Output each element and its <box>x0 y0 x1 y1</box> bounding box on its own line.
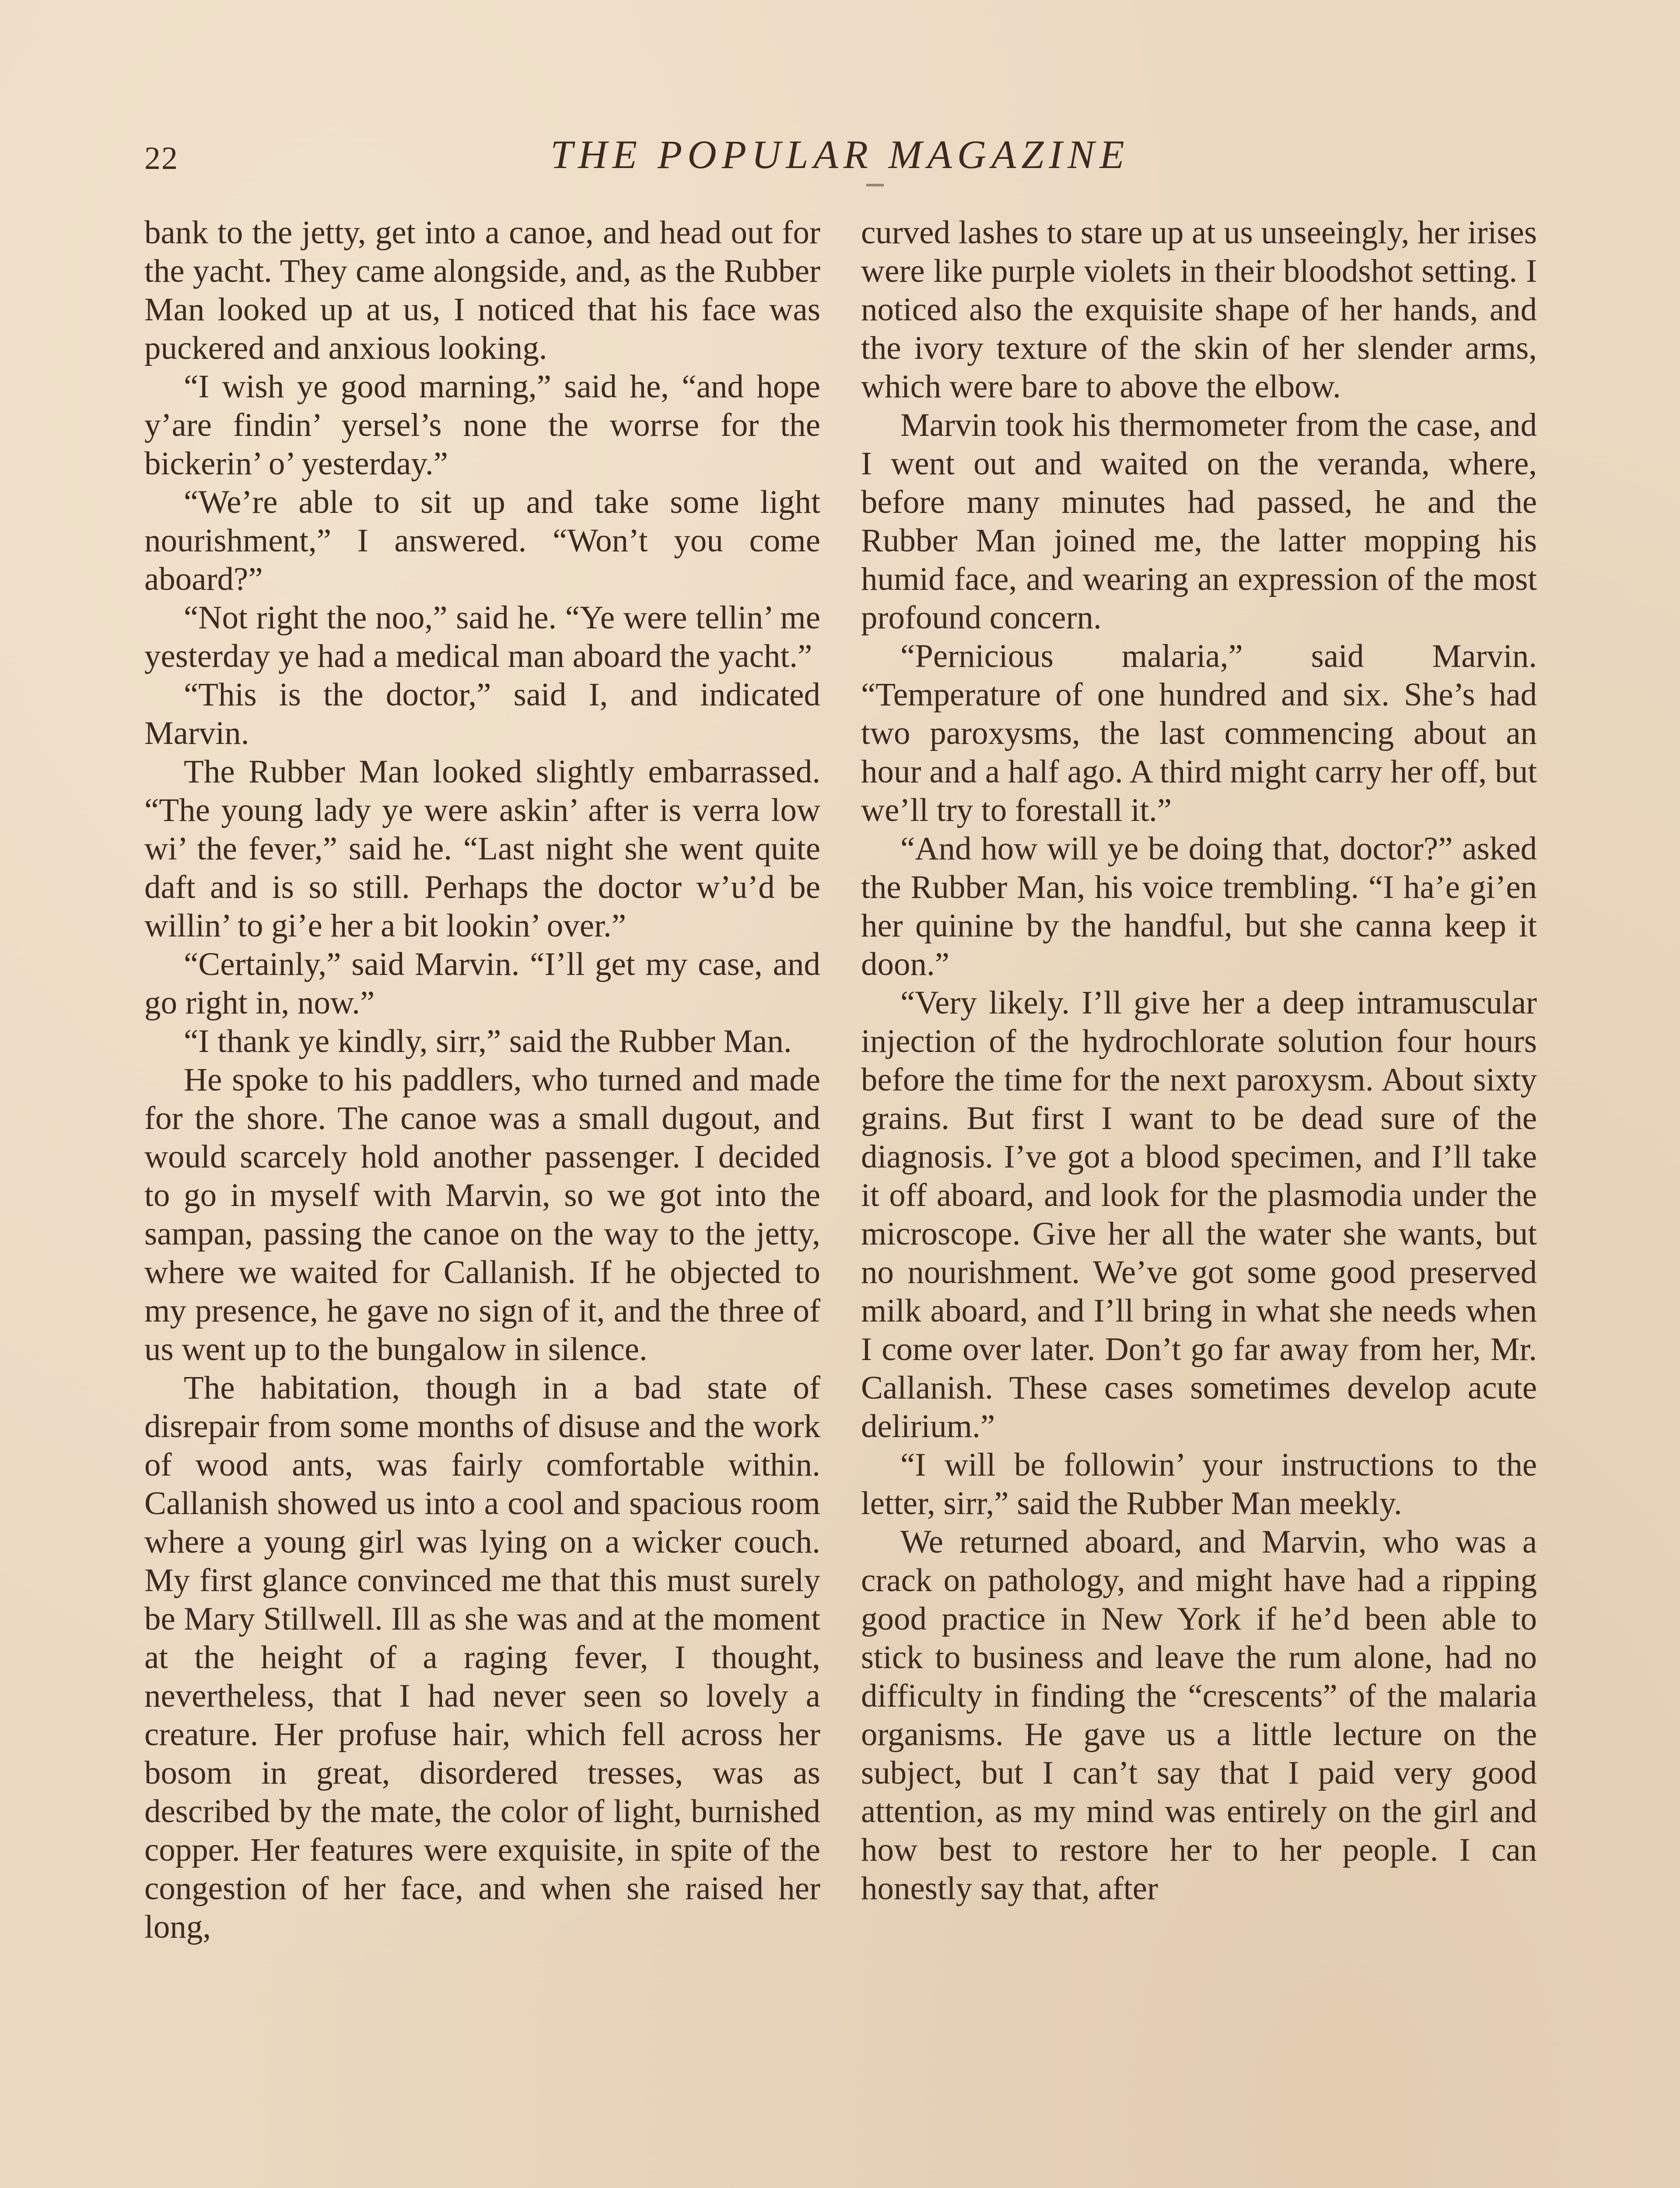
paragraph: The habitation, though in a bad state of disrepair from some months of disuse and the work of wood ants, was fairly comfortable within. Callanish showed us into a cool and spacious room where a young girl was lying on a wicker couch. My first glance convinced me that this must surely be Mary Stillwell. Ill as she was and at the moment at the height of a raging fever, I thought, nevertheless, that I had never seen so lovely a creature. Her profuse hair, which fell across her bosom in great, disordered tresses, was as described by the mate, the color of light, burnished copper. Her features were exquisite, in spite of the congestion of her face, and when she raised her long, <box>144 1370 820 1945</box>
paragraph: He spoke to his paddlers, who turned and made for the shore. The canoe was a small dugout, and would scarcely hold another passenger. I decided to go in myself with Marvin, so we got into the sampan, passing the canoe on the way to the jetty, where we waited for Callanish. If he objected to my presence, he gave no sign of it, and the three of us went up to the bungalow in silence. <box>144 1062 820 1368</box>
paragraph: “We’re able to sit up and take some light nourishment,” I answered. “Won’t you come aboard?” <box>144 484 820 597</box>
paragraph: “I thank ye kindly, sirr,” said the Rubber Man. <box>184 1023 792 1059</box>
paragraph: “Pernicious malaria,” said Marvin. “Temperature of one hundred and six. She’s had two paroxysms, the last commencing about an hour and a half ago. A third might carry her off, but we’ll try to forestall it.” <box>861 638 1537 828</box>
paragraph: Marvin took his thermometer from the case, and I went out and waited on the veranda, where, before many minutes had passed, he and the Rubber Man joined me, the latter mopping his humid face, and wearing an expression of the most profound concern. <box>861 407 1537 636</box>
paragraph: We returned aboard, and Marvin, who was a crack on pathology, and might have had a ripping good practice in New York if he’d been able to stick to business and leave the rum alone, had no difficulty in finding the “crescents” of the malaria organisms. He gave us a little lecture on the subject, but I can’t say that I paid very good attention, as my mind was entirely on the girl and how best to restore her to her people. I can honestly say that, after <box>861 1524 1537 1907</box>
page-header <box>144 131 1536 193</box>
paragraph: “I will be followin’ your instructions to the letter, sirr,” said the Rubber Man meekly. <box>861 1447 1537 1522</box>
paragraph: “This is the doctor,” said I, and indicated Marvin. <box>144 677 820 751</box>
paragraph: “I wish ye good marning,” said he, “and hope y’are findin’ yersel’s none the worrse for the bickerin’ o’ yesterday.” <box>144 368 820 482</box>
paragraph: The Rubber Man looked slightly embarrassed. “The young lady ye were askin’ after is verra low wi’ the fever,” said he. “Last night she went quite daft and is so still. Perhaps the doctor w’u’d be willin’ to gi’e her a bit lookin’ over.” <box>144 754 820 944</box>
paragraph: “And how will ye be doing that, doctor?” asked the Rubber Man, his voice trembling. “I ha’e gi’en her quinine by the handful, but she canna keep it doon.” <box>861 831 1537 982</box>
paragraph: curved lashes to stare up at us unseeingly, her irises were like purple violets in their bloodshot setting. I noticed also the exquisite shape of her hands, and the ivory texture of the skin of her slender arms, which were bare to above the elbow. <box>861 214 1537 405</box>
page-number: 22 <box>144 140 178 176</box>
paragraph: “Certainly,” said Marvin. “I’ll get my case, and go right in, now.” <box>144 946 820 1021</box>
paragraph: “Very likely. I’ll give her a deep intramuscular injection of the hydrochlorate solution four hours before the time for the next paroxysm. About sixty grains. But first I want to be dead sure of the diagnosis. I’ve got a blood specimen, and I’ll take it off aboard, and look for the plasmodia under the microscope. Give her all the water she wants, but no nourishment. We’ve got some good preserved milk aboard, and I’ll bring in what she needs when I come over later. Don’t go far away from her, Mr. Callanish. These cases sometimes develop acute delirium.” <box>861 985 1537 1445</box>
paragraph: bank to the jetty, get into a canoe, and head out for the yacht. They came alongside, and, as the Rubber Man looked up at us, I noticed that his face was puckered and anxious looking. <box>144 214 820 366</box>
paragraph: “Not right the noo,” said he. “Ye were tellin’ me yesterday ye had a medical man aboard the yacht.” <box>144 600 820 674</box>
magazine-title: THE POPULAR MAGAZINE <box>550 132 1130 177</box>
left-text-column <box>144 214 820 1946</box>
right-text-column <box>861 214 1537 1908</box>
header-ornament <box>866 184 884 186</box>
